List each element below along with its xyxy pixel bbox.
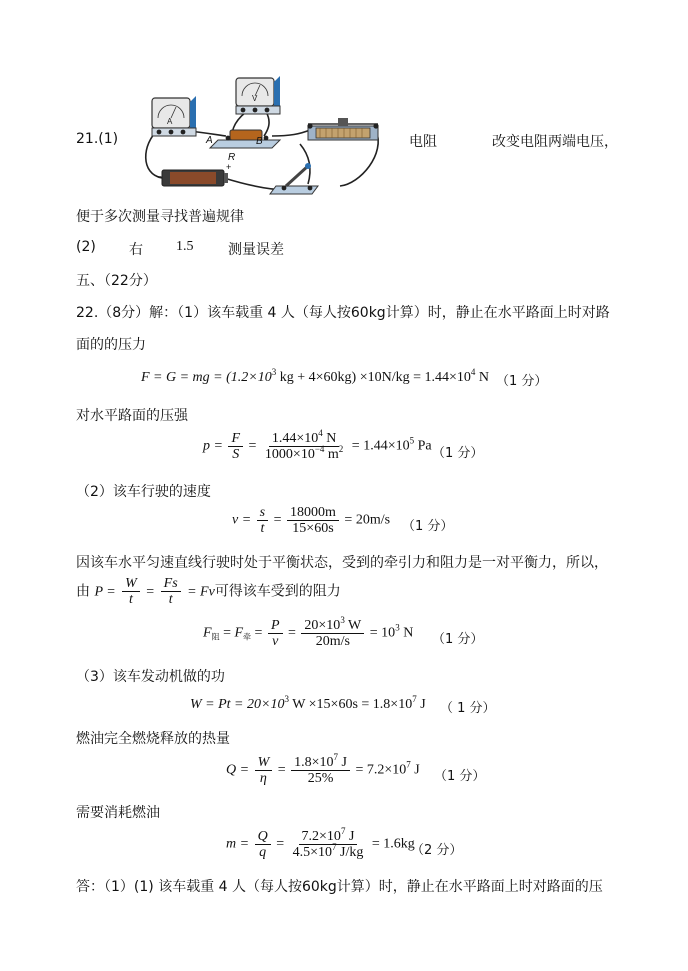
q21-number: 21.(1) bbox=[76, 131, 119, 147]
q22-intro: 22.（8分）解：（1）该车载重 4 人（每人按60kg计算）时，静止在水平路面上时对路 bbox=[76, 305, 610, 321]
q21-part2-answer-b: 1.5 bbox=[176, 239, 194, 254]
point-a-label: A bbox=[206, 135, 213, 146]
section-heading: 五、（22分） bbox=[76, 273, 157, 289]
voltmeter bbox=[236, 76, 280, 114]
paragraph-resistance: 由 P = $\frac{W}{t}$ = $\frac{Fs}{t}$ = Fv可得该车受到的阻力 bbox=[76, 576, 341, 607]
q21-part2-answer-c: 测量误差 bbox=[228, 242, 284, 258]
equation-work: $W = Pt = 20\times 10^3$ $W \times 15\times 60s = 1.8\times 10^7$ J bbox=[190, 694, 426, 712]
q21-answer-cont: 便于多次测量寻找普遍规律 bbox=[76, 209, 244, 225]
equation-fuel: m = $\frac{Q}{q}$ = $\frac{7.2\times 10^7 J}{4.5\times 10^7 J/kg}$ = 1.6kg bbox=[226, 826, 415, 860]
point-b-label: B bbox=[256, 136, 263, 147]
switch bbox=[270, 163, 318, 194]
q21-answer-resistor: 电阻 bbox=[409, 134, 437, 150]
battery-plus: + bbox=[226, 162, 232, 172]
label-pressure: 对水平路面的压强 bbox=[76, 408, 188, 424]
equation-heat: Q = $\frac{W}{\eta}$ = $\frac{1.8\times 10^7 J}{25\%}$ = $7.2\times 10^7$ J bbox=[226, 752, 420, 786]
battery-minus: − bbox=[156, 172, 162, 183]
q22-intro-cont: 面的的压力 bbox=[76, 337, 146, 353]
ammeter bbox=[152, 96, 196, 136]
rheostat bbox=[307, 118, 378, 140]
circuit-diagram bbox=[140, 74, 390, 202]
score-eq3: （1 分） bbox=[402, 519, 454, 534]
score-eq2: （1 分） bbox=[432, 446, 484, 461]
voltmeter-label: V bbox=[252, 94, 258, 103]
battery bbox=[156, 162, 231, 186]
resistor-label: R bbox=[228, 152, 236, 163]
q21-answer-voltage: 改变电阻两端电压， bbox=[492, 134, 618, 150]
score-eq6: （1 分） bbox=[432, 632, 484, 647]
q21-part2-answer-a: 右 bbox=[129, 242, 143, 258]
score-eq1: （1 分） bbox=[496, 374, 548, 389]
answer-summary: 答：（1）(1) 该车载重 4 人（每人按60kg计算）时，静止在水平路面上时对路面的压 bbox=[76, 879, 603, 895]
score-eq9: （2 分） bbox=[411, 843, 463, 858]
equation-resistance: $F_阻 = F_牵$ = $\frac{P}{v}$ = $\frac{20\times 10^3 W}{20m/s}$ = $10^3$ N bbox=[203, 615, 414, 649]
equation-pressure: p = $\frac{F}{S}$ = $\frac{1.44\times 10^4 N}{1000\times 10^{-4} m^2}$ = $1.44\times 10^5$ Pa bbox=[203, 428, 432, 462]
label-work: （3）该车发动机做的功 bbox=[76, 669, 225, 685]
label-speed: （2）该车行驶的速度 bbox=[76, 484, 211, 500]
label-heat: 燃油完全燃烧释放的热量 bbox=[76, 731, 230, 747]
ammeter-label: A bbox=[167, 117, 173, 126]
paragraph-balance: 因该车水平匀速直线行驶时处于平衡状态，受到的牵引力和阻力是一对平衡力，所以， bbox=[76, 555, 608, 571]
equation-pressure-force: F = G = mg = ($1.2\times 10^3$ kg + $4\times 60kg) \times 10N/kg = 1.44\times 10^4$ N bbox=[141, 367, 489, 385]
score-eq7: （ 1 分） bbox=[440, 701, 496, 716]
score-eq8: （1 分） bbox=[434, 769, 486, 784]
q21-part2-number: (2) bbox=[76, 239, 96, 255]
equation-speed: v = $\frac{s}{t}$ = $\frac{18000m}{15\times 60s}$ = 20m/s bbox=[232, 505, 391, 536]
label-fuel: 需要消耗燃油 bbox=[76, 805, 160, 821]
